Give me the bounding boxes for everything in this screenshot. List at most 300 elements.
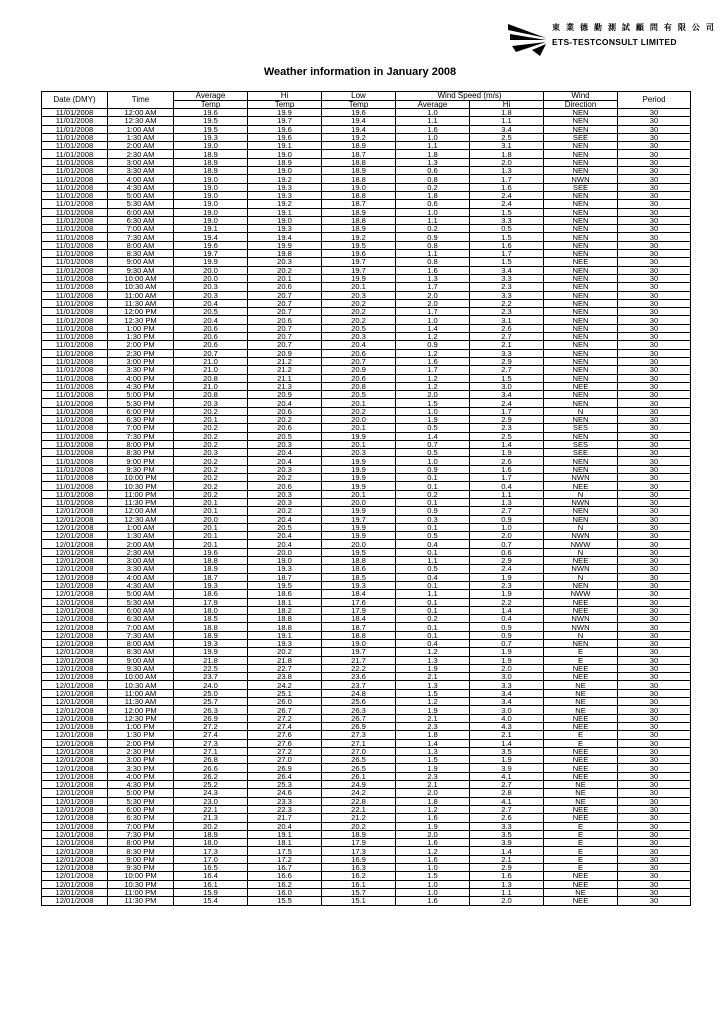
cell-wind-speed-average: 1.3 [396,747,470,755]
cell-hi-temp: 16.6 [248,872,322,880]
table-row [42,631,691,639]
cell-low-temp: 27.0 [322,747,396,755]
cell-wind-direction: NEE [544,764,618,772]
cell-date: 11/01/2008 [42,474,108,482]
table-row [42,374,691,382]
cell-wind-speed-hi: 2.4 [470,191,544,199]
cell-time: 4:30 AM [108,183,174,191]
table-row [42,482,691,490]
table-row [42,739,691,747]
logo-mark-icon [506,18,550,58]
cell-time: 1:30 PM [108,731,174,739]
cell-period: 30 [618,573,691,581]
cell-time: 5:30 AM [108,598,174,606]
cell-time: 3:30 AM [108,167,174,175]
cell-wind-speed-average: 0.9 [396,233,470,241]
cell-period: 30 [618,623,691,631]
cell-wind-direction: E [544,731,618,739]
cell-average-temp: 19.1 [174,225,248,233]
cell-time: 7:30 PM [108,432,174,440]
cell-time: 10:00 PM [108,872,174,880]
table-row [42,449,691,457]
cell-average-temp: 23.0 [174,797,248,805]
cell-low-temp: 24.2 [322,789,396,797]
cell-wind-speed-hi: 2.7 [470,781,544,789]
cell-wind-direction: SEE [544,133,618,141]
cell-wind-speed-average: 1.9 [396,764,470,772]
cell-date: 11/01/2008 [42,158,108,166]
table-row [42,258,691,266]
cell-average-temp: 20.2 [174,474,248,482]
cell-average-temp: 25.0 [174,689,248,697]
cell-wind-direction: NE [544,681,618,689]
cell-wind-speed-average: 1.0 [396,208,470,216]
cell-wind-speed-hi: 2.1 [470,341,544,349]
cell-date: 11/01/2008 [42,200,108,208]
cell-average-temp: 18.9 [174,631,248,639]
table-row [42,722,691,730]
cell-period: 30 [618,349,691,357]
cell-wind-speed-average: 1.3 [396,158,470,166]
cell-low-temp: 19.0 [322,640,396,648]
cell-low-temp: 15.7 [322,888,396,896]
cell-wind-direction: NEN [544,158,618,166]
table-row [42,731,691,739]
cell-wind-speed-average: 0.6 [396,200,470,208]
table-row [42,781,691,789]
cell-period: 30 [618,855,691,863]
cell-date: 11/01/2008 [42,382,108,390]
header-average-temp-top: Average [174,92,248,101]
cell-period: 30 [618,250,691,258]
cell-period: 30 [618,830,691,838]
cell-date: 12/01/2008 [42,714,108,722]
cell-hi-temp: 20.4 [248,532,322,540]
cell-average-temp: 18.8 [174,623,248,631]
cell-wind-speed-hi: 2.7 [470,366,544,374]
cell-hi-temp: 19.3 [248,640,322,648]
table-row [42,424,691,432]
cell-hi-temp: 26.9 [248,764,322,772]
cell-wind-speed-hi: 1.6 [470,465,544,473]
cell-wind-speed-hi: 2.8 [470,789,544,797]
cell-low-temp: 19.7 [322,648,396,656]
cell-low-temp: 20.2 [322,299,396,307]
cell-wind-direction: E [544,855,618,863]
cell-low-temp: 18.9 [322,830,396,838]
cell-average-temp: 16.1 [174,880,248,888]
table-row [42,474,691,482]
cell-hi-temp: 19.9 [248,241,322,249]
cell-low-temp: 20.3 [322,291,396,299]
cell-wind-speed-average: 2.0 [396,789,470,797]
cell-wind-direction: N [544,490,618,498]
cell-hi-temp: 19.8 [248,250,322,258]
cell-date: 12/01/2008 [42,606,108,614]
table-row [42,623,691,631]
cell-hi-temp: 24.2 [248,681,322,689]
cell-average-temp: 25.2 [174,781,248,789]
cell-date: 11/01/2008 [42,374,108,382]
table-row [42,523,691,531]
cell-low-temp: 18.8 [322,158,396,166]
cell-low-temp: 20.4 [322,341,396,349]
cell-period: 30 [618,341,691,349]
cell-low-temp: 19.9 [322,274,396,282]
cell-average-temp: 23.7 [174,673,248,681]
cell-hi-temp: 19.0 [248,216,322,224]
cell-time: 4:30 AM [108,581,174,589]
cell-wind-speed-hi: 1.8 [470,150,544,158]
cell-time: 3:00 PM [108,357,174,365]
cell-period: 30 [618,357,691,365]
table-row [42,615,691,623]
cell-low-temp: 19.5 [322,548,396,556]
cell-wind-direction: NEE [544,382,618,390]
cell-wind-speed-hi: 3.5 [470,747,544,755]
cell-hi-temp: 20.4 [248,515,322,523]
cell-date: 12/01/2008 [42,722,108,730]
cell-wind-speed-hi: 1.5 [470,258,544,266]
cell-hi-temp: 15.5 [248,897,322,905]
cell-hi-temp: 19.1 [248,142,322,150]
cell-average-temp: 19.5 [174,117,248,125]
table-row [42,175,691,183]
cell-wind-direction: E [544,656,618,664]
cell-wind-speed-hi: 1.9 [470,449,544,457]
cell-date: 11/01/2008 [42,308,108,316]
header-wind-direction-top: Wind [544,92,618,101]
cell-period: 30 [618,789,691,797]
cell-wind-speed-average: 1.0 [396,457,470,465]
cell-time: 8:00 AM [108,640,174,648]
table-row [42,681,691,689]
cell-low-temp: 19.9 [322,507,396,515]
cell-low-temp: 18.8 [322,631,396,639]
cell-date: 12/01/2008 [42,797,108,805]
cell-time: 7:30 AM [108,233,174,241]
cell-wind-direction: E [544,847,618,855]
table-row [42,698,691,706]
cell-wind-speed-hi: 3.4 [470,689,544,697]
cell-wind-speed-hi: 2.0 [470,664,544,672]
cell-wind-speed-average: 2.3 [396,722,470,730]
cell-time: 10:00 PM [108,474,174,482]
cell-hi-temp: 18.7 [248,573,322,581]
cell-period: 30 [618,805,691,813]
cell-wind-direction: NWW [544,540,618,548]
cell-time: 12:30 PM [108,316,174,324]
cell-wind-speed-hi: 1.7 [470,407,544,415]
cell-period: 30 [618,415,691,423]
cell-wind-speed-hi: 3.3 [470,349,544,357]
table-row [42,797,691,805]
cell-wind-direction: NEE [544,673,618,681]
cell-date: 12/01/2008 [42,731,108,739]
cell-low-temp: 20.2 [322,308,396,316]
cell-wind-speed-average: 1.4 [396,432,470,440]
cell-wind-direction: NEN [544,316,618,324]
cell-wind-direction: NEN [544,391,618,399]
cell-low-temp: 17.3 [322,847,396,855]
cell-period: 30 [618,847,691,855]
cell-date: 11/01/2008 [42,316,108,324]
cell-wind-speed-hi: 1.3 [470,498,544,506]
cell-period: 30 [618,581,691,589]
cell-wind-speed-hi: 1.9 [470,656,544,664]
cell-hi-temp: 19.9 [248,109,322,117]
cell-period: 30 [618,631,691,639]
cell-wind-direction: NEN [544,208,618,216]
cell-date: 11/01/2008 [42,258,108,266]
cell-date: 11/01/2008 [42,241,108,249]
cell-average-temp: 17.0 [174,855,248,863]
cell-time: 11:00 PM [108,888,174,896]
cell-hi-temp: 19.6 [248,125,322,133]
cell-wind-speed-hi: 1.4 [470,606,544,614]
cell-average-temp: 18.7 [174,573,248,581]
cell-average-temp: 26.2 [174,772,248,780]
cell-period: 30 [618,233,691,241]
cell-hi-temp: 19.3 [248,191,322,199]
cell-wind-speed-average: 0.5 [396,565,470,573]
cell-date: 12/01/2008 [42,814,108,822]
cell-period: 30 [618,366,691,374]
cell-time: 2:30 AM [108,548,174,556]
cell-wind-direction: NEN [544,324,618,332]
cell-wind-speed-average: 1.2 [396,847,470,855]
cell-wind-direction: NEE [544,557,618,565]
cell-wind-direction: NWW [544,590,618,598]
table-row [42,772,691,780]
cell-period: 30 [618,109,691,117]
cell-wind-direction: N [544,631,618,639]
cell-date: 12/01/2008 [42,698,108,706]
cell-average-temp: 20.6 [174,341,248,349]
cell-hi-temp: 20.3 [248,440,322,448]
cell-wind-speed-hi: 3.4 [470,125,544,133]
table-row [42,648,691,656]
cell-average-temp: 18.0 [174,606,248,614]
cell-time: 11:00 PM [108,490,174,498]
cell-low-temp: 20.1 [322,440,396,448]
cell-hi-temp: 17.5 [248,847,322,855]
cell-wind-speed-hi: 3.3 [470,681,544,689]
cell-period: 30 [618,656,691,664]
table-row [42,598,691,606]
cell-wind-speed-average: 0.2 [396,490,470,498]
table-row [42,142,691,150]
cell-period: 30 [618,772,691,780]
cell-date: 12/01/2008 [42,598,108,606]
cell-hi-temp: 20.6 [248,424,322,432]
cell-wind-direction: NEN [544,581,618,589]
cell-average-temp: 20.2 [174,482,248,490]
cell-wind-direction: N [544,523,618,531]
cell-wind-direction: NEE [544,814,618,822]
cell-average-temp: 20.5 [174,308,248,316]
cell-wind-direction: NEE [544,258,618,266]
cell-wind-speed-average: 1.5 [396,399,470,407]
table-row [42,515,691,523]
cell-time: 10:30 AM [108,681,174,689]
cell-average-temp: 21.0 [174,366,248,374]
cell-wind-direction: NEN [544,432,618,440]
cell-hi-temp: 21.3 [248,382,322,390]
table-row [42,714,691,722]
cell-wind-speed-hi: 4.1 [470,772,544,780]
cell-low-temp: 19.7 [322,266,396,274]
cell-average-temp: 19.4 [174,233,248,241]
cell-wind-direction: NEE [544,805,618,813]
cell-date: 11/01/2008 [42,440,108,448]
cell-date: 11/01/2008 [42,490,108,498]
cell-wind-speed-hi: 2.9 [470,357,544,365]
cell-hi-temp: 20.7 [248,299,322,307]
cell-wind-speed-hi: 1.9 [470,573,544,581]
cell-wind-speed-hi: 1.7 [470,474,544,482]
cell-wind-speed-average: 0.9 [396,507,470,515]
cell-wind-direction: NE [544,698,618,706]
table-row [42,706,691,714]
cell-low-temp: 19.6 [322,250,396,258]
cell-time: 11:00 AM [108,291,174,299]
cell-wind-direction: NEN [544,191,618,199]
cell-low-temp: 19.9 [322,457,396,465]
cell-wind-speed-average: 0.5 [396,449,470,457]
cell-date: 12/01/2008 [42,781,108,789]
cell-low-temp: 19.4 [322,125,396,133]
cell-date: 11/01/2008 [42,432,108,440]
cell-average-temp: 19.0 [174,175,248,183]
cell-time: 4:30 PM [108,781,174,789]
cell-wind-direction: NEE [544,714,618,722]
table-row [42,540,691,548]
cell-hi-temp: 20.4 [248,540,322,548]
cell-low-temp: 20.8 [322,382,396,390]
cell-wind-speed-average: 0.1 [396,631,470,639]
cell-hi-temp: 20.3 [248,258,322,266]
cell-hi-temp: 20.2 [248,648,322,656]
cell-hi-temp: 24.6 [248,789,322,797]
cell-low-temp: 26.7 [322,714,396,722]
cell-date: 11/01/2008 [42,167,108,175]
cell-wind-speed-average: 0.4 [396,573,470,581]
cell-wind-speed-average: 1.3 [396,656,470,664]
cell-wind-direction: NEN [544,283,618,291]
cell-low-temp: 20.5 [322,391,396,399]
cell-time: 3:30 AM [108,565,174,573]
cell-wind-speed-average: 1.9 [396,822,470,830]
cell-low-temp: 20.6 [322,374,396,382]
cell-low-temp: 18.5 [322,573,396,581]
cell-wind-direction: E [544,822,618,830]
cell-wind-speed-hi: 2.5 [470,432,544,440]
cell-wind-speed-average: 1.0 [396,109,470,117]
cell-hi-temp: 20.6 [248,283,322,291]
cell-date: 12/01/2008 [42,590,108,598]
table-row [42,457,691,465]
table-row [42,333,691,341]
cell-wind-speed-average: 1.8 [396,191,470,199]
cell-period: 30 [618,175,691,183]
cell-date: 12/01/2008 [42,581,108,589]
table-row [42,274,691,282]
cell-wind-speed-hi: 2.9 [470,864,544,872]
cell-period: 30 [618,424,691,432]
cell-time: 2:00 PM [108,739,174,747]
cell-date: 12/01/2008 [42,772,108,780]
cell-wind-speed-hi: 3.3 [470,291,544,299]
cell-period: 30 [618,167,691,175]
cell-time: 1:00 PM [108,722,174,730]
cell-wind-speed-hi: 2.3 [470,308,544,316]
cell-low-temp: 26.9 [322,722,396,730]
cell-hi-temp: 17.2 [248,855,322,863]
cell-wind-speed-hi: 2.2 [470,598,544,606]
cell-date: 11/01/2008 [42,465,108,473]
cell-date: 12/01/2008 [42,673,108,681]
cell-date: 12/01/2008 [42,573,108,581]
cell-wind-direction: NEN [544,333,618,341]
cell-wind-speed-hi: 2.2 [470,299,544,307]
cell-wind-speed-average: 0.6 [396,167,470,175]
cell-time: 5:00 PM [108,789,174,797]
cell-time: 10:30 AM [108,283,174,291]
cell-hi-temp: 19.3 [248,565,322,573]
cell-hi-temp: 19.2 [248,200,322,208]
table-row [42,440,691,448]
cell-wind-speed-hi: 1.3 [470,167,544,175]
cell-period: 30 [618,540,691,548]
cell-wind-speed-average: 0.8 [396,175,470,183]
cell-hi-temp: 20.7 [248,291,322,299]
cell-period: 30 [618,615,691,623]
cell-hi-temp: 19.1 [248,631,322,639]
cell-wind-direction: NEN [544,233,618,241]
cell-date: 11/01/2008 [42,399,108,407]
cell-wind-speed-hi: 1.9 [470,590,544,598]
cell-wind-speed-hi: 1.5 [470,233,544,241]
cell-period: 30 [618,183,691,191]
cell-average-temp: 22.5 [174,664,248,672]
cell-date: 12/01/2008 [42,548,108,556]
cell-date: 11/01/2008 [42,391,108,399]
table-row [42,557,691,565]
cell-date: 12/01/2008 [42,540,108,548]
cell-low-temp: 20.0 [322,498,396,506]
cell-wind-speed-average: 0.2 [396,183,470,191]
table-row [42,880,691,888]
cell-date: 11/01/2008 [42,250,108,258]
cell-time: 9:00 PM [108,457,174,465]
cell-low-temp: 20.1 [322,490,396,498]
cell-period: 30 [618,432,691,440]
cell-time: 3:00 PM [108,756,174,764]
header-wind-direction-bottom: Direction [544,100,618,109]
cell-time: 2:00 AM [108,540,174,548]
table-row [42,830,691,838]
cell-time: 7:00 PM [108,424,174,432]
cell-wind-speed-average: 0.8 [396,241,470,249]
cell-date: 11/01/2008 [42,233,108,241]
table-row [42,839,691,847]
cell-wind-speed-hi: 2.6 [470,324,544,332]
cell-wind-speed-average: 1.7 [396,283,470,291]
cell-low-temp: 18.7 [322,150,396,158]
cell-wind-direction: NEN [544,125,618,133]
cell-period: 30 [618,689,691,697]
